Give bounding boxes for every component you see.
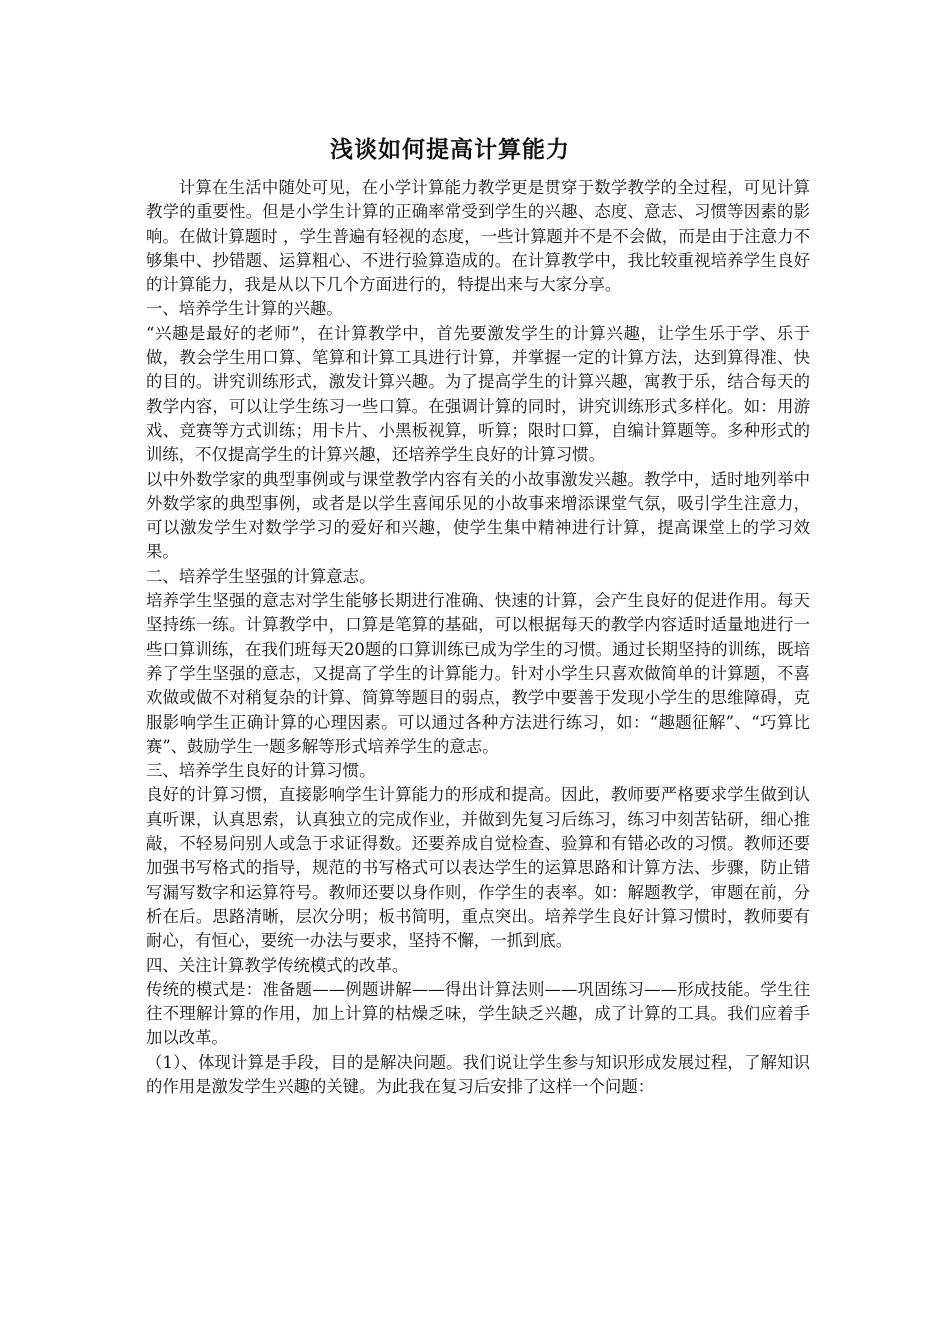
body-paragraph: 良好的计算习惯，直接影响学生计算能力的形成和提高。因此，教师要严格要求学生做到认真听课，认真思索，认真独立的完成作业，并做到先复习后练习，练习中刻苦钻研，细心推敲，不轻易问别人或急于求证得数。还要养成自觉检查、验算和有错必改的习惯。教师还要加强书写格式的指导，规范的书写格式可以表达学生的运算思路和计算方法、步骤，防止错写漏写数字和运算符号。教师还要以身作则，作学生的表率。如：解题教学，审题在前，分析在后。思路清晰，层次分明；板书简明，重点突出。培养学生良好计算习惯时，教师要有耐心，有恒心，要统一办法与要求，坚持不懈，一抓到底。 [146, 785, 810, 951]
body-paragraph: （1）、体现计算是手段，目的是解决问题。我们说让学生参与知识形成发展过程，了解知识的作用是激发学生兴趣的关键。为此我在复习后安排了这样一个问题： [146, 1052, 810, 1096]
body-paragraph: 传统的模式是：准备题——例题讲解——得出计算法则——巩固练习——形成技能。学生往往不理解计算的作用，加上计算的枯燥乏味，学生缺乏兴趣，成了计算的工具。我们应着手加以改革。 [146, 979, 810, 1048]
document-body [146, 176, 810, 1099]
intro-paragraph: 计算在生活中随处可见，在小学计算能力教学更是贯穿于数学教学的全过程，可见计算教学的重要性。但是小学生计算的正确率常受到学生的兴趣、态度、意志、习惯等因素的影响。在做计算题时 ，学生普遍有轻视的态度，一些计算题并不是不会做，而是由于注意力不够集中、抄错题、运算粗心、不进行验算造成的。在计算教学中，我比较重视培养学生良好的计算能力，我是从以下几个方面进行的，特提出来与大家分享。 [146, 178, 810, 295]
section-heading-3: 三、培养学生良好的计算习惯。 [146, 761, 376, 781]
body-paragraph: “兴趣是最好的老师”，在计算教学中，首先要激发学生的计算兴趣，让学生乐于学、乐于做，教会学生用口算、笔算和计算工具进行计算，并掌握一定的计算方法，达到算得准、快的目的。讲究训练形式，激发计算兴趣。为了提高学生的计算兴趣，寓教于乐，结合每天的教学内容，可以让学生练习一些口算。在强调计算的同时，讲究训练形式多样化。如：用游戏、竞赛等方式训练；用卡片、小黑板视算，听算；限时口算，自编计算题等。多种形式的训练，不仅提高学生的计算兴趣，还培养学生良好的计算习惯。 [146, 323, 810, 465]
section-heading-2: 二、培养学生坚强的计算意志。 [146, 566, 376, 586]
body-paragraph: 以中外数学家的典型事例或与课堂教学内容有关的小故事激发兴趣。教学中，适时地列举中外数学家的典型事例，或者是以学生喜闻乐见的小故事来增添课堂气氛，吸引学生注意力，可以激发学生对数学学习的爱好和兴趣，使学生集中精神进行计算，提高课堂上的学习效果。 [146, 469, 810, 562]
body-paragraph: 培养学生坚强的意志对学生能够长期进行准确、快速的计算，会产生良好的促进作用。每天坚持练一练。计算教学中，口算是笔算的基础，可以根据每天的教学内容适时适量地进行一些口算训练，在我们班每天20题的口算训练已成为学生的习惯。通过长期坚持的训练，既培养了学生坚强的意志，又提高了学生的计算能力。针对小学生只喜欢做简单的计算题，不喜欢做或做不对稍复杂的计算、简算等题目的弱点，教学中要善于发现小学生的思维障碍，克服影响学生正确计算的心理因素。可以通过各种方法进行练习，如：“趣题征解”、“巧算比赛”、鼓励学生一题多解等形式培养学生的意志。 [146, 591, 810, 756]
document-title: 浅谈如何提高计算能力 [330, 137, 570, 163]
section-heading-4: 四、关注计算教学传统模式的改革。 [146, 955, 409, 975]
section-heading-1: 一、培养学生计算的兴趣。 [146, 299, 343, 319]
